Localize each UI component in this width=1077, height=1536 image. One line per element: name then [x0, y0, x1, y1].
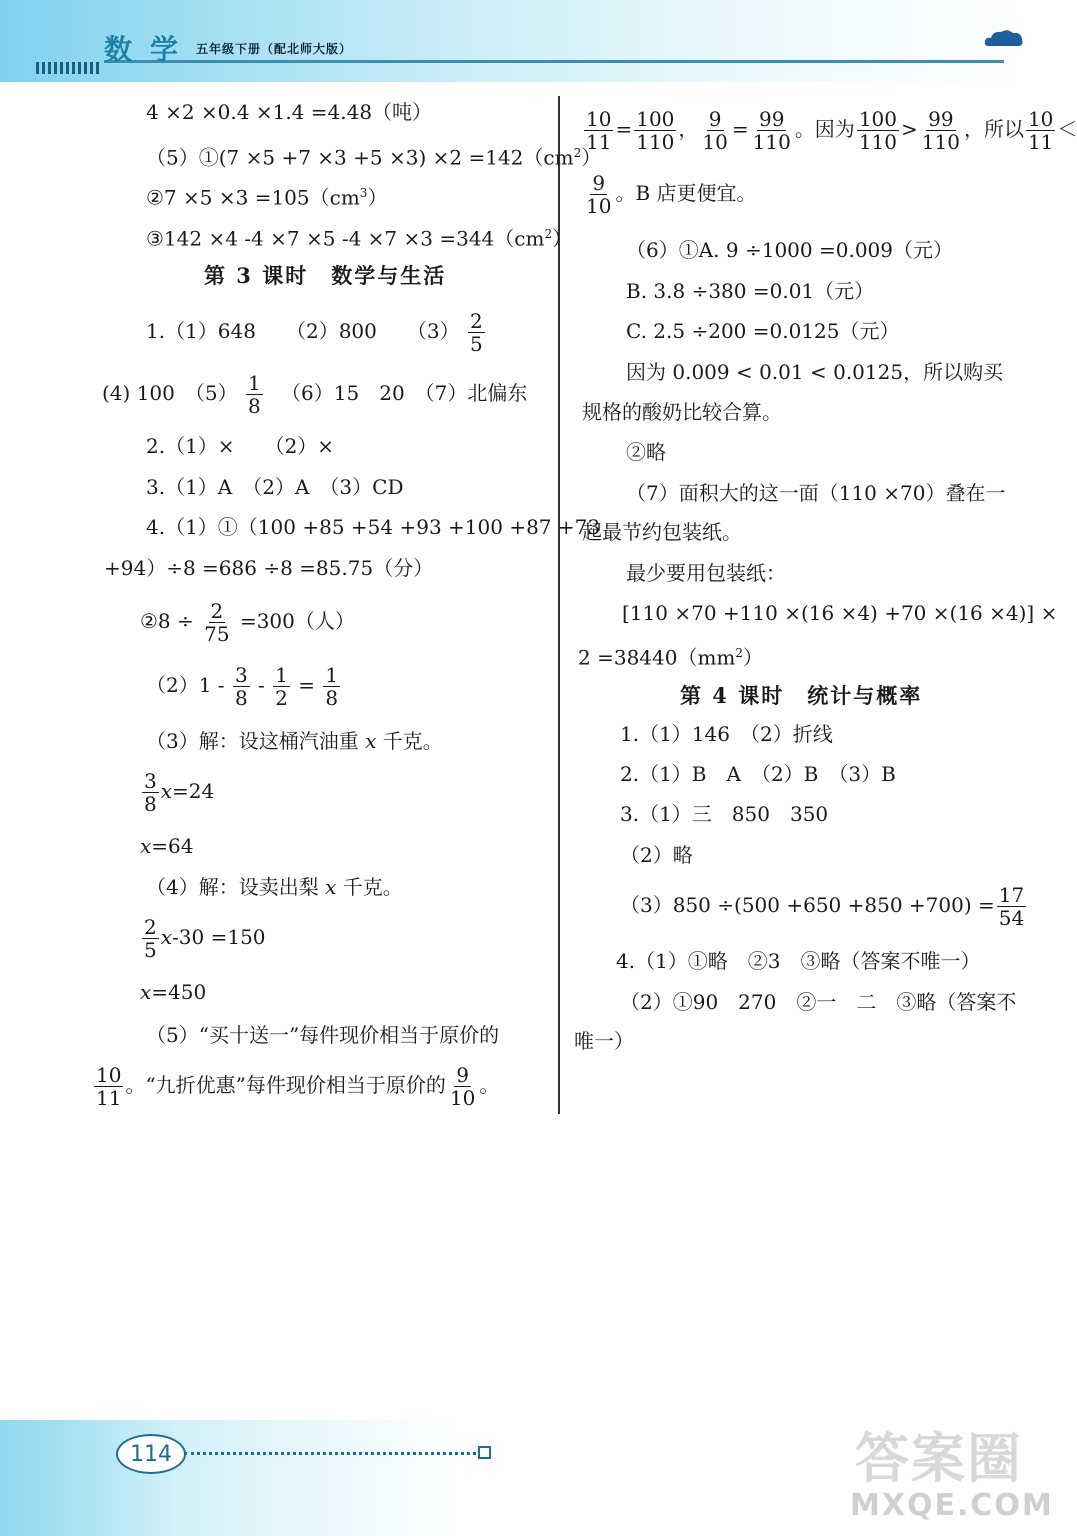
answer-line: （2）①90 270 ②一 二 ③略（答案不 [620, 990, 1017, 1014]
fraction: $\frac{10}{11}$ [96, 1063, 122, 1110]
fraction: $\frac{9}{10}$ [702, 107, 728, 154]
fraction: $\frac{99}{110}$ [921, 107, 960, 154]
fraction: $\frac{9}{10}$ [586, 171, 612, 218]
answer-line: $\frac{10}{11}$ = $\frac{100}{110}$ ， $\frac{9}{10}$ = $\frac{99}{110}$ 。因为 $\frac{100}{110}$ > $\frac{99}{110}$ ，所以 $\frac{10}{11}$ ＜ [586, 107, 1077, 154]
fraction: $\frac{2}{5}$ [144, 915, 157, 962]
square-icon [478, 1446, 491, 1459]
cloud-icon [984, 28, 1024, 48]
answer-line: （5）①(7 $\times 5 +7 \times 3 +5 \times 3) \times 2 =142(cm^2)$ [146, 145, 602, 170]
page-number: 114 [116, 1434, 186, 1474]
fraction: $\frac{1}{8}$ [325, 663, 339, 710]
answer-line: 唯一） [574, 1029, 634, 1053]
section-title: 第 3 课时 数学与生活 [204, 263, 447, 288]
fraction: $\frac{9}{10}$ [449, 1063, 476, 1110]
answer-line: （2）略 [620, 843, 693, 867]
answer-line: （3）850 ÷(500 +650 +850 +700) = $\frac{17}{54}$ [620, 883, 1025, 930]
header-rule [104, 60, 1004, 63]
answer-line: +94）÷8 =686 ÷8 =85.75（分） [104, 556, 434, 580]
equation-line: $\frac{2}{5}$ x-30 =150 [144, 915, 266, 962]
fraction: $\frac{2}{75}$ [204, 599, 230, 646]
answer-line: （2）1 - $\frac{3}{8}$ - $\frac{1}{2}$ = $\frac{1}{8}$ [146, 663, 339, 710]
answer-line: 4.（1）①（100 +85 +54 +93 +100 +87 +73 [146, 515, 601, 539]
answer-line: 3.（1）A （2）A （3）CD [146, 475, 404, 499]
subject-title: 数学 [104, 33, 197, 66]
answer-line: B. 3.8 ÷380 =0.01（元） [626, 279, 875, 303]
fraction: $\frac{3}{8}$ [144, 769, 157, 816]
answer-line: ②略 [626, 440, 666, 464]
answer-line: $\frac{9}{10}$ 。B 店更便宜。 [586, 171, 757, 218]
answer-line: （4）解：设卖出梨 x 千克。 [146, 875, 403, 899]
fraction: $\frac{1}{8}$ [247, 371, 261, 418]
fraction: $\frac{100}{110}$ [636, 107, 675, 154]
fraction: $\frac{10}{11}$ [586, 107, 612, 154]
answer-line: 4.（1）①略 ②3 ③略（答案不唯一） [616, 949, 981, 973]
answer-line: 2.（1）B A （2）B （3）B [620, 762, 896, 786]
watermark-main: 答案圈 [855, 1427, 1023, 1490]
watermark [850, 1416, 1054, 1530]
answer-line: 起最节约包装纸。 [582, 520, 742, 544]
answer-line: ③142 ×4 -4 ×7 ×5 $-4 \times 7 \times 3 =344(cm^2)$ [146, 226, 573, 251]
watermark-sub: MXQE.COM [850, 1488, 1054, 1523]
answer-line: $2 =38440(mm^2)$ [578, 645, 764, 670]
answer-line: 因为 0.009 < 0.01 < 0.0125，所以购买 [626, 360, 1004, 384]
answer-line: 2.（1）× （2）× [146, 434, 335, 458]
fraction: $\frac{3}{8}$ [234, 663, 248, 710]
fraction: $\frac{2}{5}$ [469, 309, 483, 356]
equation-line: $\frac{3}{8}$ x=24 [144, 769, 215, 816]
answer-line: （7）面积大的这一面（110 ×70）叠在一 [626, 481, 1006, 505]
answer-line: ②8 ÷ $\frac{2}{75}$ =300（人） [140, 599, 355, 646]
section-title: 第 4 课时 统计与概率 [680, 683, 923, 708]
answer-line: 1.（1）648 （2）800 （3） $\frac{2}{5}$ [146, 309, 483, 356]
answer-line: （6）①A. 9 ÷1000 =0.009（元） [626, 238, 953, 262]
answer-line: $\frac{10}{11}$ 。“九折优惠”每件现价相当于原价的 $\frac{9}{10}$ 。 [96, 1063, 500, 1110]
answer-line: 4 ×2 ×0.4 ×1.4 =4.48（吨） [146, 100, 433, 124]
fraction: $\frac{100}{110}$ [858, 107, 897, 154]
answer-line: 最少要用包装纸： [626, 561, 786, 585]
answer-line: ②7 $\times 5 \times 3 =105(cm^3)$ [146, 185, 388, 210]
fraction: $\frac{17}{54}$ [998, 883, 1025, 930]
answer-line: 规格的酸奶比较合算。 [582, 400, 782, 424]
answer-line: (4) 100 （5） $\frac{1}{8}$ （6）15 20 （7）北偏东 [102, 371, 528, 418]
fraction: $\frac{10}{11}$ [1027, 107, 1054, 154]
grade-label: 五年级下册（配北师大版） [196, 42, 353, 56]
answer-line: 3.（1）三 850 350 [620, 802, 829, 826]
equation-line: x=64 [140, 834, 194, 858]
equation-line: x=450 [140, 980, 207, 1004]
footer-dotted-rule [184, 1452, 476, 1455]
header-stripes [36, 62, 102, 74]
answer-line: （5）“买十送一”每件现价相当于原价的 [146, 1023, 500, 1047]
answer-line: C. 2.5 ÷200 =0.0125（元） [626, 319, 900, 343]
answer-line: [110 ×70 +110 ×(16 ×4) +70 ×(16 ×4)] × [622, 601, 1058, 625]
answer-line: 1.（1）146 （2）折线 [620, 722, 833, 746]
fraction: $\frac{99}{110}$ [752, 107, 791, 154]
answer-line: （3）解：设这桶汽油重 x 千克。 [146, 729, 443, 753]
fraction: $\frac{1}{2}$ [275, 663, 288, 710]
